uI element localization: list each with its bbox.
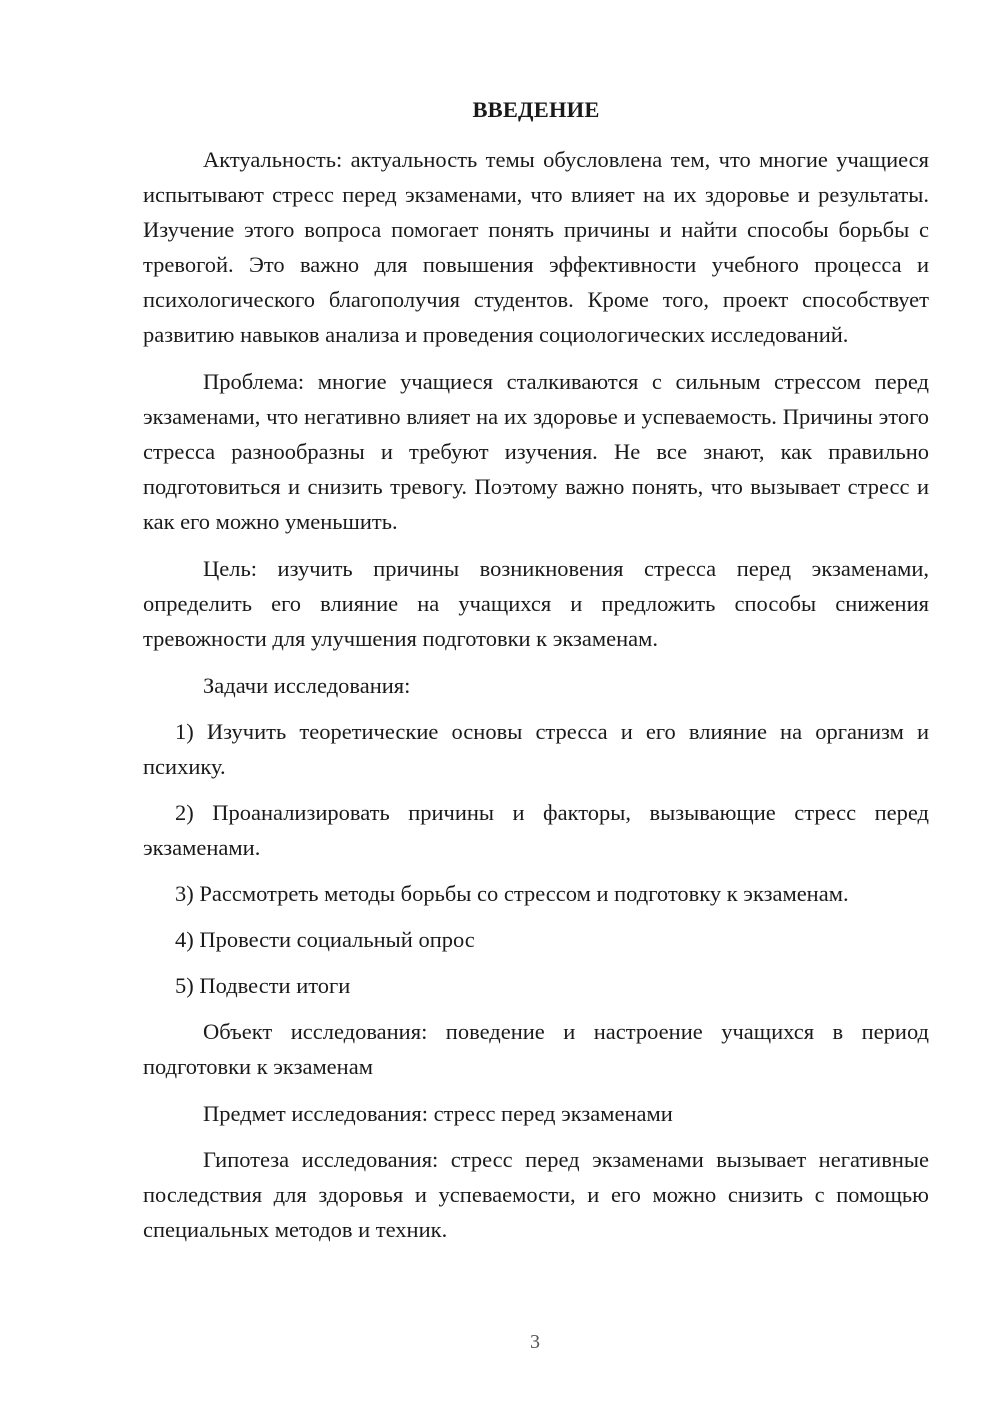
task-item-2: 2) Проанализировать причины и факторы, вызывающие стресс перед экзаменами. [143, 800, 929, 860]
section-heading: ВВЕДЕНИЕ [472, 97, 600, 122]
hypothesis-paragraph: Гипотеза исследования: стресс перед экзаменами вызывает негативные последствия для здоровья и успеваемости, и его можно снизить с помощью специальных методов и техник. [143, 1147, 929, 1242]
tasks-title: Задачи исследования: [203, 673, 411, 698]
object-paragraph: Объект исследования: поведение и настроение учащихся в период подготовки к экзаменам [143, 1019, 929, 1079]
task-item-5: 5) Подвести итоги [175, 973, 351, 998]
document-page [143, 95, 929, 1259]
task-item-1: 1) Изучить теоретические основы стресса и его влияние на организм и психику. [143, 719, 929, 779]
problem-paragraph: Проблема: многие учащиеся сталкиваются с сильным стрессом перед экзаменами, что негативно влияет на их здоровье и успеваемость. Причины этого стресса разнообразны и требуют изучения. Не все знают, как правильно подготовиться и снизить тревогу. Поэтому важно понять, что вызывает стресс и как его можно уменьшить. [143, 369, 929, 534]
relevance-paragraph: Актуальность: актуальность темы обусловлена тем, что многие учащиеся испытывают стресс перед экзаменами, что влияет на их здоровье и результаты. Изучение этого вопроса помогает понять причины и найти способы борьбы с тревогой. Это важно для повышения эффективности учебного процесса и психологического благополучия студентов. Кроме того, проект способствует развитию навыков анализа и проведения социологических исследований. [143, 147, 929, 347]
task-item-3: 3) Рассмотреть методы борьбы со стрессом и подготовку к экзаменам. [175, 881, 849, 906]
task-item-4: 4) Провести социальный опрос [175, 927, 475, 952]
page-number: 3 [530, 1331, 540, 1353]
subject-paragraph: Предмет исследования: стресс перед экзаменами [203, 1101, 673, 1126]
goal-paragraph: Цель: изучить причины возникновения стресса перед экзаменами, определить его влияние на учащихся и предложить способы снижения тревожности для улучшения подготовки к экзаменам. [143, 556, 929, 651]
